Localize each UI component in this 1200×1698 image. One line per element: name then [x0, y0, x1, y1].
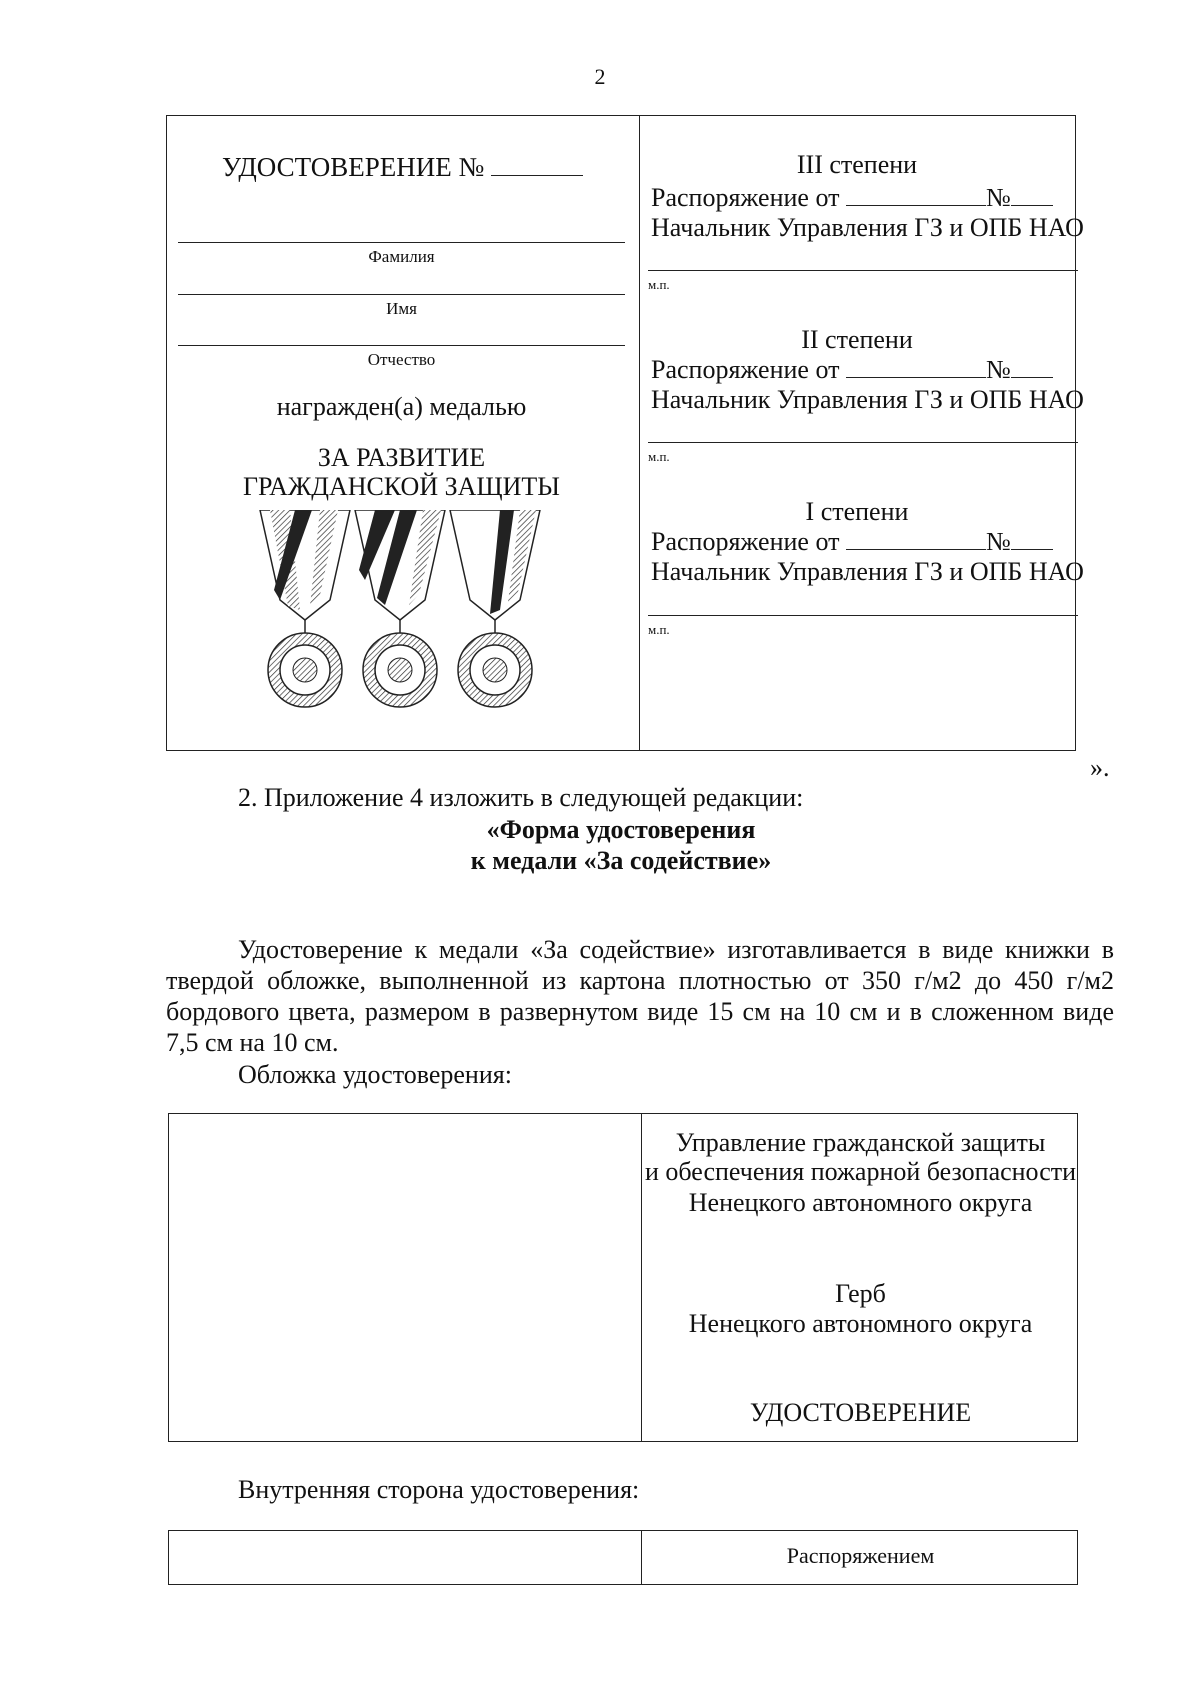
- inner-table-divider: [641, 1530, 642, 1585]
- name-line: [178, 294, 625, 295]
- order-date-blank: [846, 183, 986, 206]
- certificate-title-text: УДОСТОВЕРЕНИЕ №: [222, 152, 485, 182]
- inner-label: Внутренняя сторона удостоверения:: [238, 1475, 640, 1504]
- medal-name-line1: ЗА РАЗВИТИЕ: [317, 443, 486, 472]
- stamp-label-1: м.п.: [648, 622, 670, 637]
- cover-title: УДОСТОВЕРЕНИЕ: [749, 1398, 972, 1427]
- cover-label: Обложка удостоверения:: [238, 1060, 512, 1089]
- signature-line-3: [648, 270, 1078, 271]
- cover-org-line3: Ненецкого автономного округа: [688, 1188, 1033, 1217]
- signature-line-2: [648, 442, 1078, 443]
- order-number-label: №: [985, 183, 1011, 212]
- head-title-2: Начальник Управления ГЗ и ОПБ НАО: [651, 385, 1084, 414]
- medals-illustration: [250, 510, 550, 735]
- degree-2: II степени: [801, 325, 913, 354]
- inner-right-text: Распоряжением: [786, 1543, 935, 1568]
- order-number-label: №: [985, 527, 1011, 556]
- head-title-3: Начальник Управления ГЗ и ОПБ НАО: [651, 213, 1084, 242]
- cover-org-line1: Управление гражданской защиты: [675, 1128, 1046, 1157]
- order-line-1: [651, 527, 1053, 557]
- cover-org-line2: и обеспечения пожарной безопасности: [644, 1157, 1077, 1186]
- order-number-blank: [1011, 527, 1053, 550]
- degree-3: III степени: [796, 150, 918, 179]
- patronymic-label: Отчество: [367, 350, 436, 369]
- table-divider: [639, 115, 640, 751]
- order-line-3: [651, 183, 1053, 213]
- section2-heading-line1: «Форма удостоверения: [486, 815, 756, 844]
- order-number-label: №: [985, 355, 1011, 384]
- head-title-1: Начальник Управления ГЗ и ОПБ НАО: [651, 557, 1084, 586]
- stamp-label-3: м.п.: [648, 277, 670, 292]
- order-label: Распоряжение от: [651, 355, 840, 384]
- order-label: Распоряжение от: [651, 527, 840, 556]
- certificate-number-blank: [491, 153, 583, 176]
- order-number-blank: [1011, 355, 1053, 378]
- order-line-2: [651, 355, 1053, 385]
- section2-paragraph: Удостоверение к медали «За содействие» изготавливается в виде книжки в твердой обложке, выполненной из картона плотностью от 350 г/м2 до 450 г/м2 бордового цвета, размером в развернутом виде 15 см на 10 см и в сложенном виде 7,5 см на 10 см.: [166, 935, 1114, 1057]
- stamp-label-2: м.п.: [648, 449, 670, 464]
- awarded-text: награжден(а) медалью: [276, 392, 527, 421]
- medal-icon: [450, 510, 540, 707]
- medal-icon: [260, 510, 350, 707]
- patronymic-line: [178, 345, 625, 346]
- closing-quote: ».: [1090, 753, 1110, 782]
- cover-table-divider: [641, 1113, 642, 1442]
- certificate-title: [222, 152, 583, 182]
- order-date-blank: [846, 527, 986, 550]
- surname-label: Фамилия: [368, 247, 435, 266]
- cover-emblem-line2: Ненецкого автономного округа: [688, 1309, 1033, 1338]
- medal-name-line2: ГРАЖДАНСКОЙ ЗАЩИТЫ: [243, 472, 560, 501]
- degree-1: I степени: [805, 497, 909, 526]
- cover-emblem-line1: Герб: [835, 1279, 886, 1308]
- order-number-blank: [1011, 183, 1053, 206]
- name-label: Имя: [386, 299, 417, 318]
- medal-icon: [355, 510, 445, 707]
- page-number: 2: [594, 64, 606, 89]
- order-date-blank: [846, 355, 986, 378]
- surname-line: [178, 242, 625, 243]
- order-label: Распоряжение от: [651, 183, 840, 212]
- section2-intro: 2. Приложение 4 изложить в следующей редакции:: [238, 783, 804, 812]
- signature-line-1: [648, 615, 1078, 616]
- section2-heading-line2: к медали «За содействие»: [470, 846, 772, 875]
